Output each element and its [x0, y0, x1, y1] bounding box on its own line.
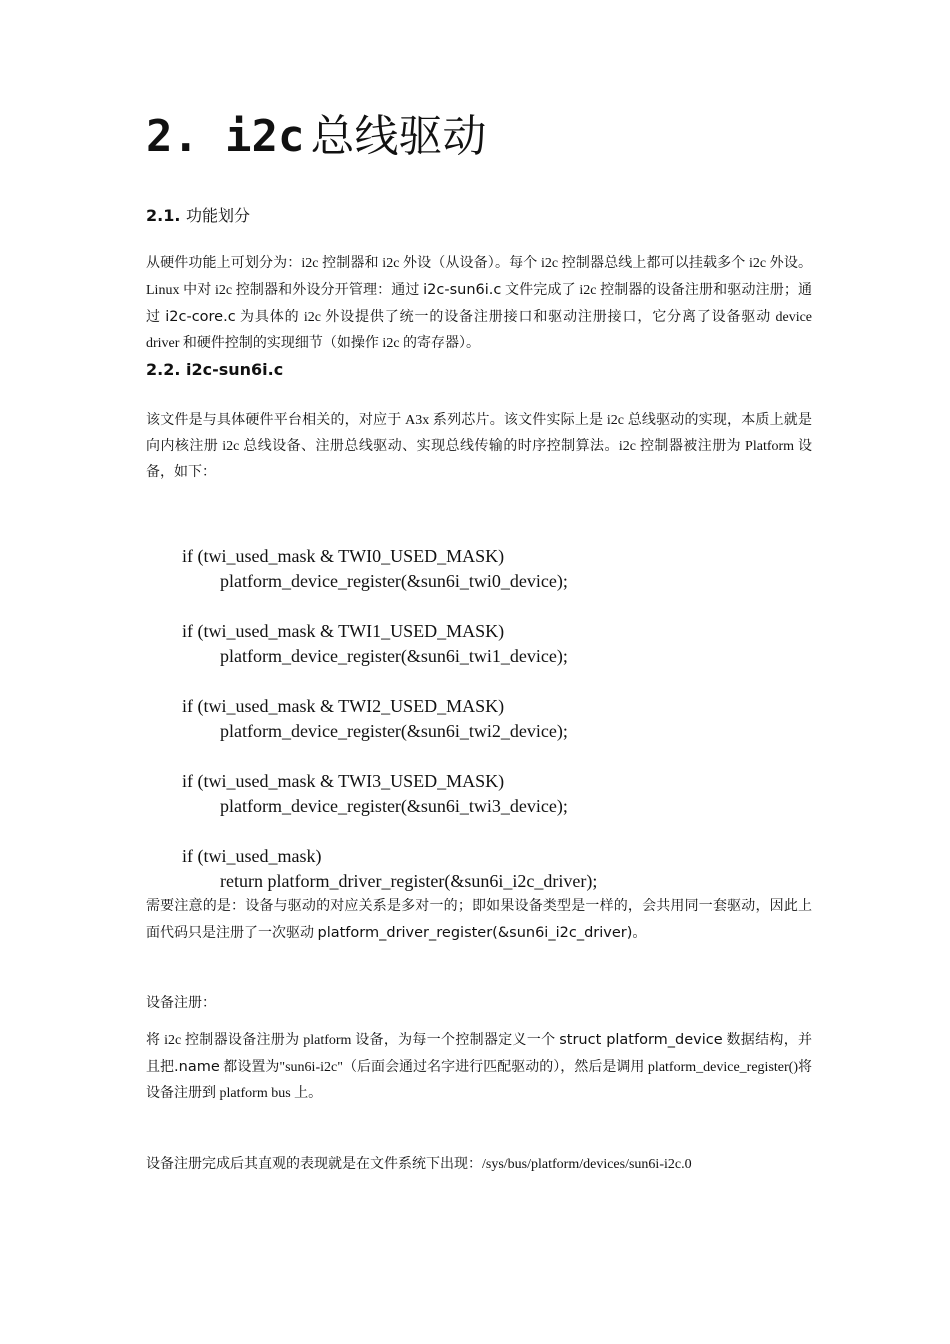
code-line-body: platform_device_register(&sun6i_twi3_device);	[220, 796, 568, 816]
code-line-body: platform_device_register(&sun6i_twi0_device);	[220, 571, 568, 591]
file-name-i2c-sun6i: i2c-sun6i.c	[423, 282, 502, 298]
section-2-1-title: 功能划分	[186, 206, 251, 225]
paragraph-note	[146, 894, 812, 947]
para3-text-1: 需要注意的是：设备与驱动的对应关系是多对一的；即如果设备类型是一样的，会共用同一套驱动，因此上面代码只是注册了一次驱动	[146, 899, 812, 941]
code-block	[182, 494, 597, 944]
section-2-2-heading	[146, 360, 283, 379]
inline-code-struct: struct platform_device	[559, 1032, 723, 1048]
heading-1-cjk: 总线驱动	[310, 111, 487, 162]
section-2-1-number: 2.1.	[146, 206, 181, 225]
paragraph-function-division	[146, 251, 812, 357]
heading-1-latin: i2c	[224, 111, 305, 162]
label-device-registration: 设备注册：	[146, 996, 216, 1011]
code-line-cond: if (twi_used_mask & TWI3_USED_MASK)	[182, 771, 505, 791]
paragraph-file-description: 该文件是与具体硬件平台相关的，对应于 A3x 系列芯片。该文件实际上是 i2c 总线驱动的实现，本质上就是向内核注册 i2c 总线设备、注册总线驱动、实现总线传输的时序控制算法。i2c 控制器被注册为 Platform 设备，如下：	[146, 413, 812, 480]
para1-text-1: 从硬件功能上可划分为：i2c 控制器和 i2c 外设（从设备）。每个 i2c 控制器总线上都可以挂载多个 i2c 外设。Linux 中对 i2c 控制器和外设分开管理：通过	[146, 256, 812, 298]
section-2-1-heading	[146, 203, 250, 226]
para1-text-2: 文件完成了 i2c 控制器的设备注册和驱动注册；通过	[146, 283, 813, 325]
code-line-cond: if (twi_used_mask & TWI0_USED_MASK)	[182, 546, 505, 566]
para4-text-3: 都设置为"sun6i-i2c"（后面会通过名字进行匹配驱动的），然后是调用 platform_device_register()将设备注册到 platform bus 上。	[146, 1060, 812, 1101]
section-2-2-number: 2.2.	[146, 360, 181, 379]
paragraph-device-registration	[146, 1027, 812, 1107]
code-line-body: platform_device_register(&sun6i_twi2_device);	[220, 721, 568, 741]
inline-code-name: .name	[174, 1059, 220, 1075]
code-line-cond: if (twi_used_mask & TWI2_USED_MASK)	[182, 696, 505, 716]
para3-text-2: 。	[632, 926, 647, 941]
code-line-body: platform_device_register(&sun6i_twi1_device);	[220, 646, 568, 666]
heading-1	[146, 100, 486, 164]
para4-text-1: 将 i2c 控制器设备注册为 platform 设备，为每一个控制器定义一个	[146, 1033, 560, 1048]
para1-text-3: 为具体的 i2c 外设提供了统一的设备注册接口和驱动注册接口，它分离了设备驱动 device driver 和硬件控制的实现细节（如操作 i2c 的寄存器）。	[146, 310, 813, 351]
code-line-cond: if (twi_used_mask & TWI1_USED_MASK)	[182, 621, 505, 641]
heading-1-number: 2.	[146, 111, 199, 162]
code-line-cond: if (twi_used_mask)	[182, 846, 322, 866]
para4-text-2: 数据结构，并且把	[146, 1033, 812, 1075]
inline-code-driver-register: platform_driver_register(&sun6i_i2c_driver)	[317, 925, 633, 941]
section-2-2-title: i2c-sun6i.c	[186, 360, 284, 379]
code-line-body: return platform_driver_register(&sun6i_i2c_driver);	[220, 871, 598, 891]
file-name-i2c-core: i2c-core.c	[165, 309, 236, 325]
paragraph-sysfs-path: 设备注册完成后其直观的表现就是在文件系统下出现：/sys/bus/platform/devices/sun6i-i2c.0	[146, 1157, 692, 1172]
